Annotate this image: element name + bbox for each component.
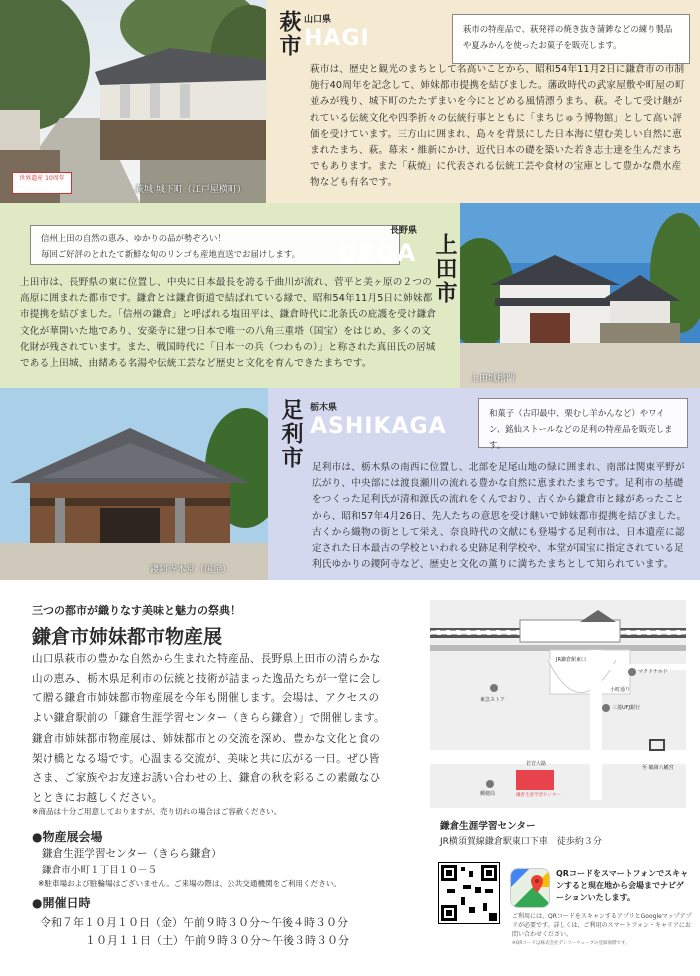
- map-hachimangu: 至 鶴岡八幡宮: [642, 765, 674, 771]
- qr-footnote: ※QRコードは株式会社デンソーウェーブの登録商標です。: [512, 941, 630, 946]
- hagi-photo-caption: 萩城 城下町（江戸屋横町）: [135, 185, 246, 195]
- event-title: 鎌倉市姉妹都市物産展: [32, 626, 223, 648]
- ueda-photo: [460, 203, 700, 388]
- ueda-pref: 長野県: [390, 226, 418, 236]
- hagi-pref: 山口県: [304, 15, 332, 25]
- ashikaga-roman: ASHIKAGA: [310, 414, 447, 439]
- map-venue-title: 鎌倉生涯学習センター: [440, 821, 536, 832]
- ueda-products-box: 信州上田の自然の恵み、ゆかりの品が勢ぞろい！ 毎回ご好評のとれたて新鮮な旬のリンゴも産地直送でお届けします。: [30, 225, 400, 265]
- map-venue-label: 鎌倉生涯学習センター: [516, 793, 561, 798]
- venue-address: 鎌倉市小町１丁目１０－５: [42, 865, 158, 876]
- ashikaga-description: 足利市は、栃木県の南西に位置し、北部を足尾山地の緑に囲まれ、南部は関東平野が広がり、中央部には渡良瀬川の流れる豊かな自然に恵まれたまちです。足利市の基礎をつくった足利氏が清和源氏の流れをくんでおり、古くから鎌倉市と縁があったことから、昭和57年4月26日、先人たちの意思を受け継いで姉妹都市提携を結びました。古くから織物の街として栄え、奈良時代の文献にも登場する足利市は、日本遺産に認定された日本最古の学校といわれる史跡足利学校や、本堂が国宝に指定されている足利氏ゆかりの鑁阿寺など、歴史と文化の薫りに満ちたまちとして知られています。: [312, 462, 687, 571]
- access-map: [430, 600, 686, 808]
- map-access-text: JR横須賀線鎌倉駅東口下車 徒歩約３分: [440, 837, 602, 847]
- map-store-tokyu: 東急ストア: [480, 697, 505, 703]
- qr-note: ご利用には、QRコードをスキャンするアプリとGoogleマップアプリが必要です。詳しくは、ご利用のスマートフォン・キャリアにお問い合わせください。: [512, 913, 692, 938]
- ueda-section: [0, 203, 700, 388]
- map-station-label: JR鎌倉駅東口: [556, 657, 586, 663]
- venue-note: ※駐車場および駐輪場はございません。ご来場の際は、公共交通機関をご利用ください。: [38, 879, 341, 888]
- ueda-description: 上田市は、長野県の東に位置し、中央に日本最長を誇る千曲川が流れ、菅平と美ヶ原の２つの高原に囲まれた都市です。鎌倉とは鎌倉街道で結ばれている縁で、昭和54年11月5日に姉妹都市提携を結びました。「信州の鎌倉」と呼ばれる塩田平は、鎌倉時代に北条氏の庇護を受け鎌倉文化が華開いた地であり、安楽寺に建つ日本で唯一の八角三重塔（国宝）をはじめ、多くの文化財が残されています。また、戦国時代に「日本一の兵（つわもの）」と称された真田氏の居城である上田城、由緒ある名湯や伝統工芸など歴史と文化を育んできたまちです。: [20, 277, 437, 370]
- hagi-badge: 世界遺産 10周年: [12, 172, 72, 194]
- map-post-office: 郵便局: [480, 791, 496, 797]
- ueda-city-title: 上田市: [432, 233, 458, 305]
- event-note: ※商品は十分ご用意しておりますが、売り切れの場合はご容赦ください。: [32, 807, 282, 816]
- map-store-mcdonalds: マクドナルド: [638, 669, 668, 675]
- dates-heading: ●開催日時: [32, 896, 91, 910]
- ashikaga-city-title: 足利市: [278, 398, 304, 470]
- qr-code[interactable]: [438, 862, 500, 924]
- ashikaga-products-box: 和菓子（古印最中、栗むし羊かんなど）やワイン、銘仙ストールなどの足利の特産品を販売します。: [478, 398, 688, 448]
- ueda-photo-caption: 上田城櫓門: [470, 374, 516, 384]
- event-section: [0, 580, 700, 976]
- hagi-description: 萩市は、歴史と観光のまちとして名高いことから、昭和54年11月2日に鎌倉市の市制施行40周年を記念して、姉妹都市提携を結びました。藩政時代の武家屋敷や町屋の町並みが残り、城下町のたたずまいを今にとどめる風情漂うまち、萩。そして受け継がれている伝統文化や四季折々の伝統行事とともに「まちじゅう博物館」として高い評価を受けています。三方山に囲まれ、島々を背景にした日本海に望む美しい自然に恵まれたまち、萩。幕末・維新にかけ、近代日本の礎を築いた若き志士達を生んだまちでもあります。また「萩焼」に代表される伝統工芸や食材の宝庫として豊かな農水産物なども有名です。: [310, 64, 685, 189]
- qr-title: QRコードをスマートフォンでスキャンすると現在地から会場までナビゲーションいたします。: [556, 869, 689, 902]
- event-tagline: 三つの都市が織りなす美味と魅力の祭典！: [32, 604, 241, 617]
- hagi-products-box: 萩市の特産品で、萩発祥の焼き抜き蒲鉾などの練り製品や夏みかんを使ったお菓子を販売します。: [452, 14, 690, 64]
- event-date-1: 令和７年１０月１０日（金）午前９時３０分～午後４時３０分: [40, 916, 348, 929]
- map-street-wakamiya: 若宮大路: [526, 761, 547, 767]
- ashikaga-pref: 栃木県: [310, 403, 338, 413]
- ashikaga-photo-caption: 鑁阿寺本堂（国宝）: [150, 565, 232, 575]
- event-date-2: １０月１１日（土）午前９時３０分～午後３時３０分: [85, 934, 349, 947]
- event-para2: 鎌倉市姉妹都市物産展は、姉妹都市との交流を深め、豊かな文化と食の架け橋となる場です。心温まる交流が、美味と共に広がる一日。ぜひ皆さま、ご家族やお友達お誘い合わせの上、鎌倉の秋を彩るこの素敵なひとときにお越しください。: [32, 733, 381, 804]
- ueda-roman: UEDA: [338, 239, 417, 267]
- venue-name: 鎌倉生涯学習センター（きらら鎌倉）: [42, 848, 222, 860]
- ashikaga-photo: [0, 388, 268, 580]
- hagi-photo: [0, 0, 266, 203]
- event-para1: 山口県萩市の豊かな自然から生まれた特産品、長野県上田市の清らかな山の恵み、栃木県足利市の伝統と技術が詰まった逸品たちが一堂に会して贈る鎌倉市姉妹都市物産展を今年も開催します。会場は、アクセスのよい鎌倉駅前の「鎌倉生涯学習センター（きらら鎌倉）」で開催します。: [32, 653, 385, 724]
- hagi-roman: HAGI: [304, 26, 370, 51]
- google-maps-icon: [510, 868, 550, 908]
- map-store-bank: 三菱UFJ銀行: [612, 705, 641, 711]
- hagi-section: [0, 0, 700, 203]
- ashikaga-section: [0, 388, 700, 580]
- hagi-city-title: 萩市: [276, 10, 302, 58]
- map-street-komachi: 小町通り: [610, 687, 631, 693]
- venue-heading: ●物産展会場: [32, 830, 103, 844]
